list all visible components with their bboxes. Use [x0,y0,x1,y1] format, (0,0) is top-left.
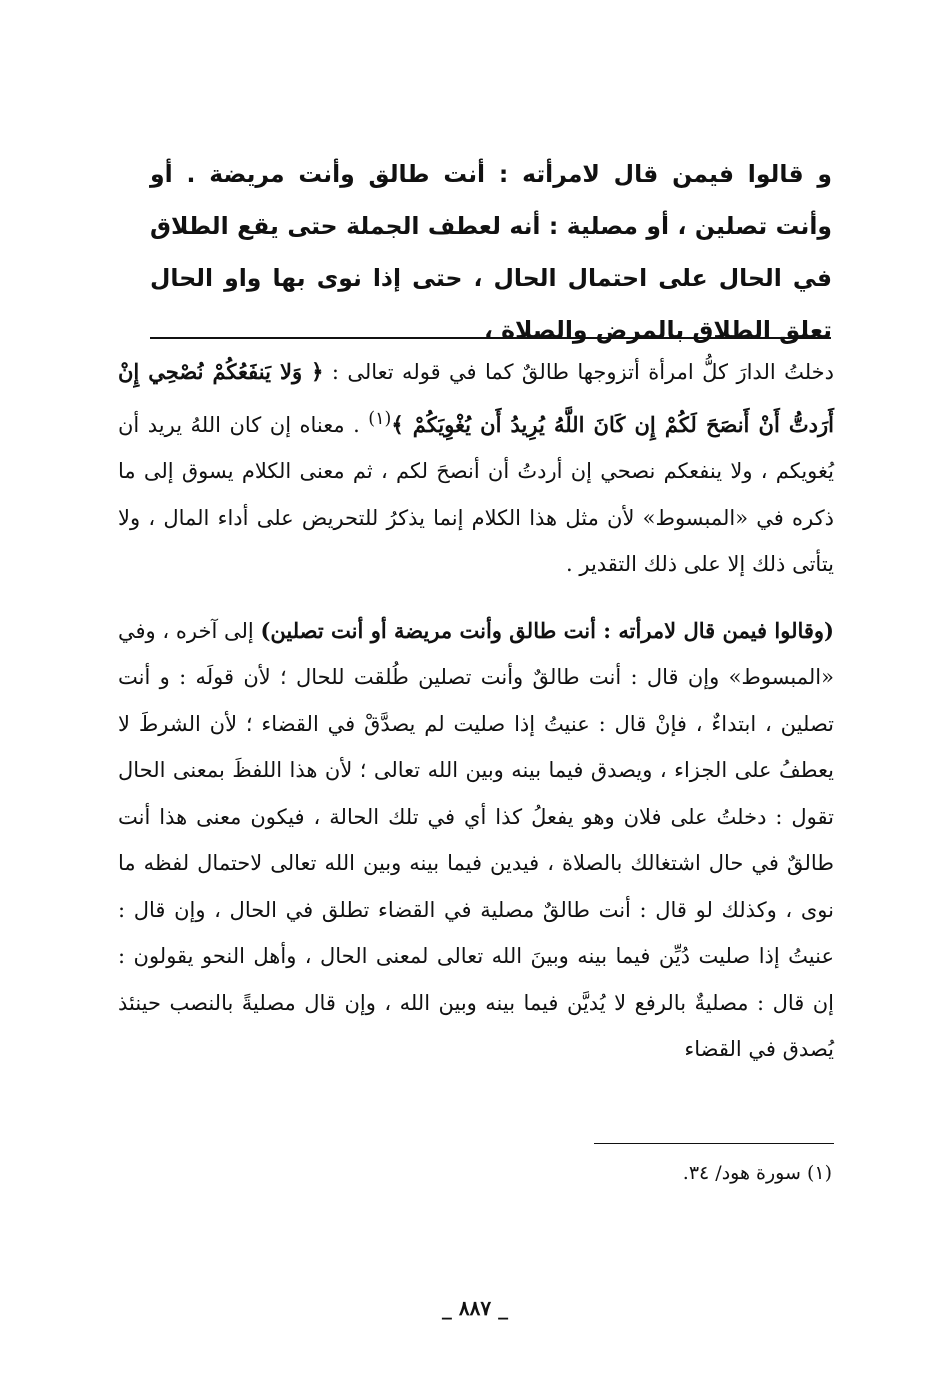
footnote: (١) سورة هود/ ٣٤. [682,1162,832,1184]
page-number: _ ٨٨٧ _ [441,1296,509,1320]
commentary-continuation: . معناه إن كان اللهُ يريد أن يُغويكم ، ولا ينفعكم نصحي إن أردتُ أن أنصحَ لكم ، ثم معنى الكلام يسوق إلى ما ذكره في «المبسوط» لأن مثل هذا الكلام إنما يذكرُ للتحريض على أداء المال ، ولا يتأتى ذلك إلا على ذلك التقدير . [118,412,834,576]
quran-verse: ﴿ وَلا يَنفَعُكُمْ نُصْحِي إِنْ أَرَدتُّ أَنْ أَنصَحَ لَكُمْ إِن كَانَ اللَّهُ يُرِيدُ أَن يُغْوِيَكُمْ ﴾ [118,359,834,437]
matn-text [150,148,832,356]
commentary-text [118,349,834,1073]
footnote-separator [594,1143,834,1144]
matn-quote: (وقالوا فيمن قال لامرأته : أنت طالق وأنت مريضة أو أنت تصلين) [260,617,834,643]
commentary-paragraph-2 [118,608,834,1073]
separator-line [150,337,831,339]
commentary-paragraph-1 [118,349,834,588]
commentary-intro: دخلتُ الدارَ كلُّ امرأة أتزوجها طالقٌ كما في قوله تعالى : [323,360,834,384]
matn-paragraph: و قالوا فيمن قال لامرأته : أنت طالق وأنت مريضة . أو وأنت تصلين ، أو مصلية : أنه لعطف الجملة حتى يقع الطلاق في الحال على احتمال الحال ، حتى إذا نوى بها واو الحال تعلق الطلاق بالمرض والصلاة ، [150,160,832,344]
footnote-reference: (١) [368,408,392,429]
commentary-body: إلى آخره ، وفي «المبسوط» وإن قال : أنت طالقٌ وأنت تصلين طُلقت للحال ؛ لأن قولَه : و أنت تصلين ، ابتداءٌ ، فإنْ قال : عنيتُ إذا صليت لم يصدَّقْ في القضاء ؛ لأن الشرطَ لا يعطفُ على الجزاء ، ويصدق فيما بينه وبين الله تعالى ؛ لأن هذا اللفظَ بمعنى الحال تقول : دخلتُ على فلان وهو يفعلُ كذا أي في تلك الحالة ، فيكون معنى هذا أنت طالقٌ في حال اشتغالك بالصلاة ، فيدين فيما بينه وبين الله تعالى لاحتمال لفظه ما نوى ، وكذلك لو قال : أنت طالقٌ مصلية في القضاء تطلق في الحال ، وإن قال : عنيتُ إذا صليت دُيِّن فيما بينه وبينَ الله تعالى لمعنى الحال ، وأهل النحو يقولون : إن قال : مصليةٌ بالرفع لا يُديَّن فيما بينه وبين الله ، وإن قال مصليةً بالنصب حينئذ يُصدق في القضاء [118,618,834,1061]
